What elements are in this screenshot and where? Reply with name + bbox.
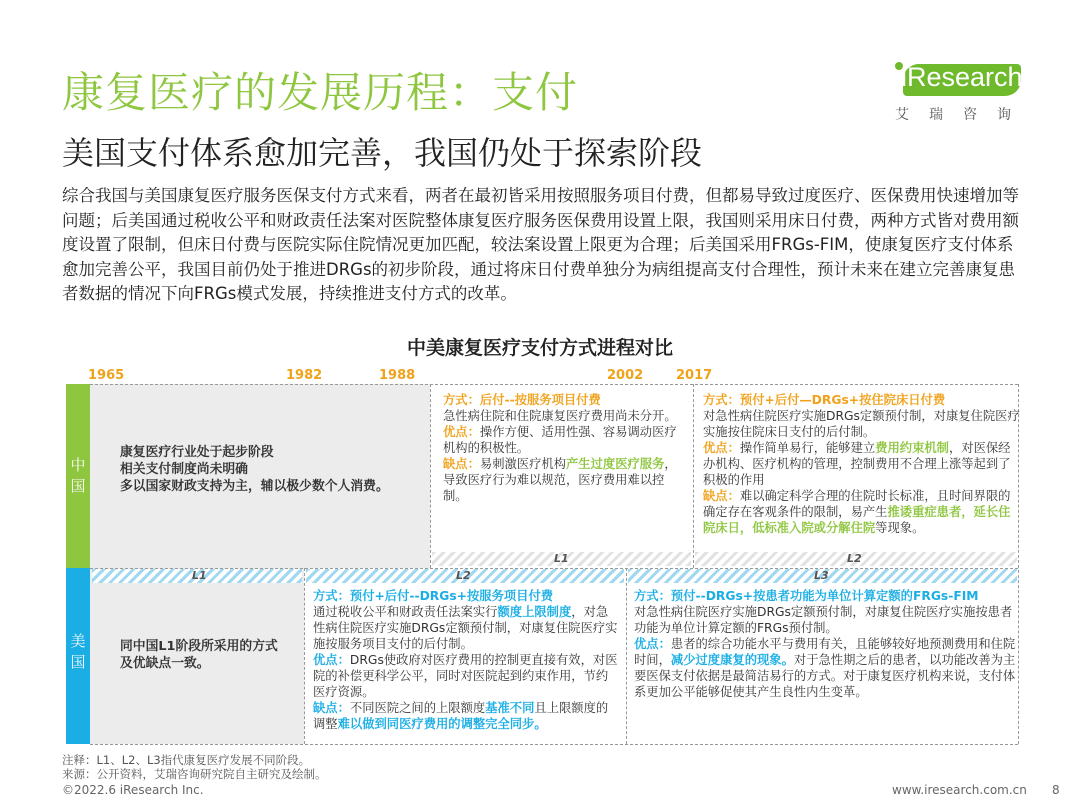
pros-highlight: 减少过度康复的现象。 xyxy=(670,653,794,667)
intro-paragraph: 综合我国与美国康复医疗服务医保支付方式来看，两者在最初皆采用按照服务项目付费，但都易导致过度医疗、医保费用快速增加等问题；后美国通过税收公平和财政责任法案对医院整体康复医疗服务医保费用设置上限，我国则采用床日付费，两种方式皆对费用额度设置了限制，但床日付费与医院实际住院情况更加匹配，较法案设置上限更为合理；后美国采用FRGs-FIM，使康复医疗支付体系愈加完善公平，我国目前仍处于推进DRGs的初步阶段，通过将床日付费单独分为病组提高支付合理性，预计未来在建立完善康复患者数据的情况下向FRGs模式发展，持续推进支付方式的改革。 xyxy=(62,186,1019,303)
year-label: 1965 xyxy=(88,368,125,383)
iresearch-logo xyxy=(893,62,1031,123)
cons-text: 且上限额度的调整 xyxy=(313,701,609,731)
stage-label: L2 xyxy=(847,552,862,565)
pros-text: 对于急性期之后的患者，以功能改善为主要医保支付依据是最简洁易行的方式。对于康复医疗机构来说，支付体系更加公平能够促使其产生良性内生变革。 xyxy=(634,653,1016,699)
text-line: 多以国家财政支持为主，辅以极少数个人消费。 xyxy=(120,479,389,494)
method-label: 方式：预付--DRGs+按患者功能为单位计算定额的FRGs-FIM xyxy=(634,589,979,603)
description-highlight: 额度上限制度 xyxy=(497,605,572,619)
page-title: 康复医疗的发展历程：支付 xyxy=(62,68,579,117)
year-label: 1982 xyxy=(286,368,323,383)
cons-text: 等现象。 xyxy=(875,521,925,535)
footer-copyright: ©2022.6 iResearch Inc. xyxy=(62,783,204,797)
grid-line xyxy=(430,384,431,568)
description: 急性病住院和住院康复医疗费用尚未分开。 xyxy=(443,409,677,423)
cons-highlight: 基准不同 xyxy=(485,701,535,715)
us-early-stage-text xyxy=(120,638,300,672)
china-early-stage-text xyxy=(120,444,420,495)
pros-label: 优点： xyxy=(313,653,350,667)
description: 对急性病住院医疗实施DRGs定额预付制，对康复住院医疗实施按住院床日支付的后付制。 xyxy=(703,409,1020,439)
cons xyxy=(313,700,619,732)
cons-label: 缺点： xyxy=(313,701,350,715)
year-label: 2002 xyxy=(607,368,644,383)
china-row-label xyxy=(66,384,90,568)
description-text: ，对急性病住院医疗实施DRGs定额预付制，对康复住院医疗实施按服务项目支付的后付制。 xyxy=(313,605,618,651)
china-stage-l2-cell xyxy=(703,392,1021,536)
pros xyxy=(703,440,1021,488)
cons-highlight: 推诿重症患者，延长住院床日，低标准入院或分解住院 xyxy=(703,505,1011,535)
page-subtitle: 美国支付体系愈加完善，我国仍处于探索阶段 xyxy=(62,134,703,172)
cons xyxy=(703,488,1021,536)
pros xyxy=(634,636,1016,700)
year-label: 1988 xyxy=(379,368,416,383)
pros-text: ，对医保经办机构、医疗机构的管理，控制费用不合理上涨等起到了积极的作用 xyxy=(703,441,1011,487)
stage-bar-cn-l2 xyxy=(695,552,1017,566)
logo-brand: iResearch xyxy=(901,62,1023,92)
pros xyxy=(313,652,619,700)
grid-line xyxy=(626,568,627,744)
description-text: 通过税收公平和财政责任法案实行 xyxy=(313,605,498,619)
text-line: 同中国L1阶段所采用的方式 xyxy=(120,639,278,654)
stage-bar-us-l1 xyxy=(92,569,302,583)
page-number: 8 xyxy=(1052,783,1060,797)
grid-line xyxy=(693,384,694,568)
cons-highlight: 产生过度医疗服务 xyxy=(566,457,665,471)
us-stage-l2-cell xyxy=(313,588,619,732)
chart-source: 来源：公开资料，艾瑞咨询研究院自主研究及绘制。 xyxy=(62,767,327,781)
pros-label: 优点： xyxy=(634,637,671,651)
text-line: 相关支付制度尚未明确 xyxy=(120,462,248,477)
grid-line xyxy=(90,384,1018,385)
stage-label: L1 xyxy=(192,569,207,582)
stage-label: L2 xyxy=(456,569,471,582)
text-line: 及优缺点一致。 xyxy=(120,656,210,671)
pros xyxy=(443,424,687,456)
pros-text: 患者的综合功能水平与费用有关，且能够较好地预测费用和住院时间， xyxy=(634,637,1016,667)
china-stage-l1-cell xyxy=(443,392,687,504)
pros-label: 优点： xyxy=(703,441,740,455)
text-line: 康复医疗行业处于起步阶段 xyxy=(120,445,274,460)
cons xyxy=(443,456,687,504)
logo-subtitle: 艾瑞咨询 xyxy=(895,107,1031,123)
pros-text: 操作简单易行，能够建立 xyxy=(739,441,876,455)
cons-label: 缺点： xyxy=(443,457,480,471)
method-label: 方式：预付+后付--DRGs+按服务项目付费 xyxy=(313,589,554,603)
cons-text: 难以确定科学合理的住院时长标准，且时间界限的确定存在客观条件的限制，易产生 xyxy=(703,489,1011,519)
grid-line xyxy=(90,744,1018,745)
chart-note: 注释：L1、L2、L3指代康复医疗发展不同阶段。 xyxy=(62,753,311,767)
us-row-label xyxy=(66,568,90,744)
us-label-char: 美 xyxy=(70,632,86,650)
us-label-char: 国 xyxy=(70,653,86,671)
description xyxy=(313,604,619,652)
cons-highlight: 难以做到同医疗费用的调整完全同步。 xyxy=(337,717,547,731)
cons-label: 缺点： xyxy=(703,489,740,503)
cons-text: 易刺激医疗机构 xyxy=(479,457,566,471)
year-label: 2017 xyxy=(676,368,713,383)
method-label: 方式：预付+后付—DRGs+按住院床日付费 xyxy=(703,393,946,407)
pros-highlight: 费用约束机制 xyxy=(875,441,949,455)
china-label-char: 中 xyxy=(70,456,86,474)
cons-text: ，导致医疗行为难以规范，医疗费用难以控制。 xyxy=(443,457,677,503)
pros-text: 操作方便、适用性强、容易调动医疗机构的积极性。 xyxy=(443,425,677,455)
pros-label: 优点： xyxy=(443,425,480,439)
footer-url[interactable]: www.iresearch.com.cn xyxy=(892,783,1027,797)
stage-bar-cn-l1 xyxy=(432,552,691,566)
method-label: 方式：后付--按服务项目付费 xyxy=(443,393,601,407)
pros-text: DRGs使政府对医疗费用的控制更直接有效，对医院的补偿更科学公平，同时对医院起到约束作用，节约医疗资源。 xyxy=(313,653,618,699)
description: 对急性病住院医疗实施DRGs定额预付制，对康复住院医疗实施按患者功能为单位计算定额的FRGs预付制。 xyxy=(634,605,1013,635)
cons-text: 不同医院之间的上限额度 xyxy=(349,701,486,715)
stage-bar-us-l3 xyxy=(628,569,1017,583)
grid-line xyxy=(304,568,305,744)
stage-label: L3 xyxy=(814,569,829,582)
us-stage-l3-cell xyxy=(634,588,1016,700)
chart-title: 中美康复医疗支付方式进程对比 xyxy=(406,337,673,359)
stage-label: L1 xyxy=(554,552,569,565)
china-label-char: 国 xyxy=(70,477,86,495)
stage-bar-us-l2 xyxy=(306,569,624,583)
